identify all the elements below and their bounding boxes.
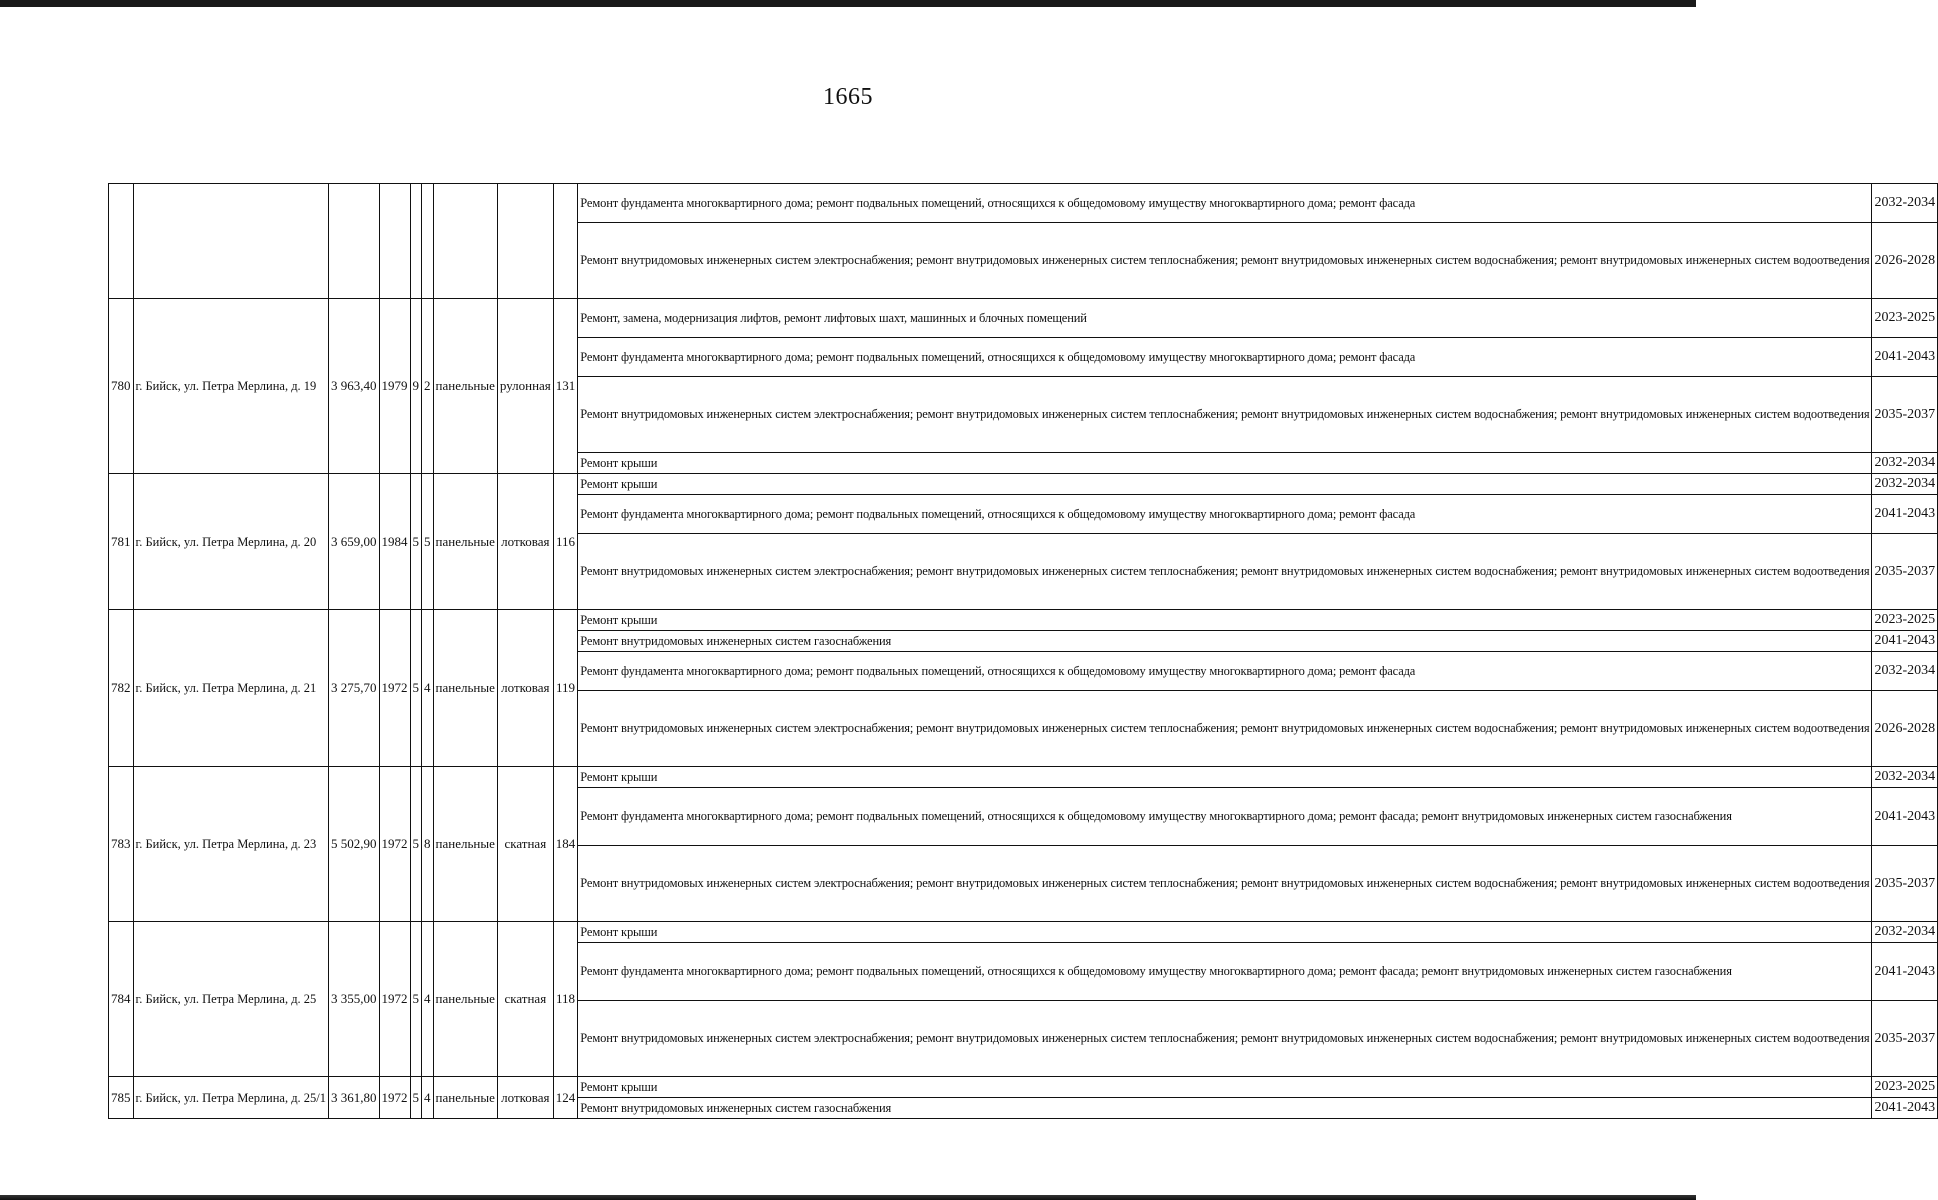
total-area: 3 275,70 bbox=[329, 610, 380, 767]
row-number: 783 bbox=[109, 767, 134, 922]
table-row bbox=[109, 1077, 1938, 1098]
housing-repair-table bbox=[108, 183, 1938, 1119]
entrance-count bbox=[422, 184, 434, 299]
build-year: 1979 bbox=[379, 299, 410, 474]
repair-work-description: Ремонт внутридомовых инженерных систем электроснабжения; ремонт внутридомовых инженерных систем теплоснабжения; ремонт внутридомовых инженерных систем водоснабжения; ремонт внутридомовых инженерных систем водоотведения bbox=[578, 691, 1872, 767]
repair-period: 2035-2037 bbox=[1872, 377, 1938, 453]
apartment-count: 116 bbox=[553, 474, 578, 610]
repair-work-description: Ремонт крыши bbox=[578, 474, 1872, 495]
house-address: г. Бийск, ул. Петра Мерлина, д. 20 bbox=[133, 474, 329, 610]
entrance-count: 4 bbox=[422, 610, 434, 767]
house-address: г. Бийск, ул. Петра Мерлина, д. 23 bbox=[133, 767, 329, 922]
entrance-count: 5 bbox=[422, 474, 434, 610]
house-address bbox=[133, 184, 329, 299]
wall-material: панельные bbox=[433, 299, 497, 474]
table-row bbox=[109, 610, 1938, 631]
roof-type: лотковая bbox=[497, 610, 553, 767]
row-number: 781 bbox=[109, 474, 134, 610]
entrance-count: 4 bbox=[422, 1077, 434, 1119]
floor-count: 5 bbox=[410, 767, 422, 922]
scan-top-edge bbox=[0, 0, 1696, 7]
repair-work-description: Ремонт фундамента многоквартирного дома; ремонт подвальных помещений, относящихся к общедомовому имуществу многоквартирного дома; ремонт фасада bbox=[578, 338, 1872, 377]
table-row bbox=[109, 767, 1938, 788]
repair-work-description: Ремонт фундамента многоквартирного дома; ремонт подвальных помещений, относящихся к общедомовому имуществу многоквартирного дома; ремонт фасада bbox=[578, 184, 1872, 223]
build-year bbox=[379, 184, 410, 299]
repair-period: 2032-2034 bbox=[1872, 652, 1938, 691]
row-number: 782 bbox=[109, 610, 134, 767]
repair-work-description: Ремонт внутридомовых инженерных систем электроснабжения; ремонт внутридомовых инженерных систем теплоснабжения; ремонт внутридомовых инженерных систем водоснабжения; ремонт внутридомовых инженерных систем водоотведения bbox=[578, 377, 1872, 453]
apartment-count: 184 bbox=[553, 767, 578, 922]
total-area: 3 361,80 bbox=[329, 1077, 380, 1119]
scan-bottom-edge bbox=[0, 1193, 1696, 1200]
repair-period: 2035-2037 bbox=[1872, 1001, 1938, 1077]
repair-period: 2032-2034 bbox=[1872, 474, 1938, 495]
repair-work-description: Ремонт крыши bbox=[578, 610, 1872, 631]
apartment-count: 124 bbox=[553, 1077, 578, 1119]
floor-count bbox=[410, 184, 422, 299]
build-year: 1972 bbox=[379, 1077, 410, 1119]
repair-period: 2032-2034 bbox=[1872, 453, 1938, 474]
repair-work-description: Ремонт фундамента многоквартирного дома; ремонт подвальных помещений, относящихся к общедомовому имуществу многоквартирного дома; ремонт фасада bbox=[578, 495, 1872, 534]
repair-work-description: Ремонт фундамента многоквартирного дома; ремонт подвальных помещений, относящихся к общедомовому имуществу многоквартирного дома; ремонт фасада bbox=[578, 652, 1872, 691]
roof-type: лотковая bbox=[497, 1077, 553, 1119]
house-address: г. Бийск, ул. Петра Мерлина, д. 25 bbox=[133, 922, 329, 1077]
total-area: 3 963,40 bbox=[329, 299, 380, 474]
repair-period: 2026-2028 bbox=[1872, 223, 1938, 299]
repair-work-description: Ремонт внутридомовых инженерных систем электроснабжения; ремонт внутридомовых инженерных систем теплоснабжения; ремонт внутридомовых инженерных систем водоснабжения; ремонт внутридомовых инженерных систем водоотведения bbox=[578, 1001, 1872, 1077]
repair-period: 2041-2043 bbox=[1872, 943, 1938, 1001]
total-area: 3 355,00 bbox=[329, 922, 380, 1077]
repair-period: 2041-2043 bbox=[1872, 338, 1938, 377]
repair-work-description: Ремонт внутридомовых инженерных систем электроснабжения; ремонт внутридомовых инженерных систем теплоснабжения; ремонт внутридомовых инженерных систем водоснабжения; ремонт внутридомовых инженерных систем водоотведения bbox=[578, 223, 1872, 299]
row-number: 780 bbox=[109, 299, 134, 474]
table-row bbox=[109, 184, 1938, 223]
repair-work-description: Ремонт крыши bbox=[578, 453, 1872, 474]
wall-material: панельные bbox=[433, 922, 497, 1077]
entrance-count: 2 bbox=[422, 299, 434, 474]
build-year: 1972 bbox=[379, 610, 410, 767]
wall-material: панельные bbox=[433, 610, 497, 767]
floor-count: 5 bbox=[410, 1077, 422, 1119]
floor-count: 5 bbox=[410, 474, 422, 610]
build-year: 1972 bbox=[379, 922, 410, 1077]
repair-period: 2041-2043 bbox=[1872, 495, 1938, 534]
repair-period: 2023-2025 bbox=[1872, 610, 1938, 631]
repair-work-description: Ремонт внутридомовых инженерных систем газоснабжения bbox=[578, 631, 1872, 652]
table-row bbox=[109, 474, 1938, 495]
apartment-count: 131 bbox=[553, 299, 578, 474]
repair-work-description: Ремонт крыши bbox=[578, 767, 1872, 788]
repair-period: 2035-2037 bbox=[1872, 846, 1938, 922]
apartment-count: 119 bbox=[553, 610, 578, 767]
roof-type bbox=[497, 184, 553, 299]
apartment-count bbox=[553, 184, 578, 299]
roof-type: скатная bbox=[497, 922, 553, 1077]
repair-work-description: Ремонт крыши bbox=[578, 922, 1872, 943]
repair-work-description: Ремонт фундамента многоквартирного дома; ремонт подвальных помещений, относящихся к общедомовому имуществу многоквартирного дома; ремонт фасада; ремонт внутридомовых инженерных систем газоснабжения bbox=[578, 943, 1872, 1001]
row-number bbox=[109, 184, 134, 299]
repair-work-description: Ремонт внутридомовых инженерных систем газоснабжения bbox=[578, 1098, 1872, 1119]
house-address: г. Бийск, ул. Петра Мерлина, д. 19 bbox=[133, 299, 329, 474]
house-address: г. Бийск, ул. Петра Мерлина, д. 21 bbox=[133, 610, 329, 767]
wall-material: панельные bbox=[433, 767, 497, 922]
table-body bbox=[109, 184, 1938, 1119]
repair-period: 2032-2034 bbox=[1872, 184, 1938, 223]
house-address: г. Бийск, ул. Петра Мерлина, д. 25/1 bbox=[133, 1077, 329, 1119]
total-area bbox=[329, 184, 380, 299]
repair-work-description: Ремонт внутридомовых инженерных систем электроснабжения; ремонт внутридомовых инженерных систем теплоснабжения; ремонт внутридомовых инженерных систем водоснабжения; ремонт внутридомовых инженерных систем водоотведения bbox=[578, 846, 1872, 922]
page-number: 1665 bbox=[823, 84, 873, 110]
wall-material: панельные bbox=[433, 474, 497, 610]
floor-count: 9 bbox=[410, 299, 422, 474]
wall-material: панельные bbox=[433, 1077, 497, 1119]
repair-period: 2041-2043 bbox=[1872, 631, 1938, 652]
repair-period: 2032-2034 bbox=[1872, 922, 1938, 943]
repair-work-description: Ремонт фундамента многоквартирного дома; ремонт подвальных помещений, относящихся к общедомовому имуществу многоквартирного дома; ремонт фасада; ремонт внутридомовых инженерных систем газоснабжения bbox=[578, 788, 1872, 846]
roof-type: лотковая bbox=[497, 474, 553, 610]
repair-work-description: Ремонт, замена, модернизация лифтов, ремонт лифтовых шахт, машинных и блочных помещений bbox=[578, 299, 1872, 338]
wall-material bbox=[433, 184, 497, 299]
build-year: 1972 bbox=[379, 767, 410, 922]
apartment-count: 118 bbox=[553, 922, 578, 1077]
repair-period: 2035-2037 bbox=[1872, 534, 1938, 610]
repair-period: 2026-2028 bbox=[1872, 691, 1938, 767]
repair-period: 2041-2043 bbox=[1872, 788, 1938, 846]
total-area: 3 659,00 bbox=[329, 474, 380, 610]
build-year: 1984 bbox=[379, 474, 410, 610]
repair-period: 2032-2034 bbox=[1872, 767, 1938, 788]
row-number: 785 bbox=[109, 1077, 134, 1119]
table-row bbox=[109, 299, 1938, 338]
repair-work-description: Ремонт внутридомовых инженерных систем электроснабжения; ремонт внутридомовых инженерных систем теплоснабжения; ремонт внутридомовых инженерных систем водоснабжения; ремонт внутридомовых инженерных систем водоотведения bbox=[578, 534, 1872, 610]
row-number: 784 bbox=[109, 922, 134, 1077]
floor-count: 5 bbox=[410, 922, 422, 1077]
table-row bbox=[109, 922, 1938, 943]
roof-type: скатная bbox=[497, 767, 553, 922]
total-area: 5 502,90 bbox=[329, 767, 380, 922]
floor-count: 5 bbox=[410, 610, 422, 767]
entrance-count: 4 bbox=[422, 922, 434, 1077]
repair-period: 2041-2043 bbox=[1872, 1098, 1938, 1119]
entrance-count: 8 bbox=[422, 767, 434, 922]
roof-type: рулонная bbox=[497, 299, 553, 474]
repair-work-description: Ремонт крыши bbox=[578, 1077, 1872, 1098]
repair-period: 2023-2025 bbox=[1872, 299, 1938, 338]
repair-period: 2023-2025 bbox=[1872, 1077, 1938, 1098]
